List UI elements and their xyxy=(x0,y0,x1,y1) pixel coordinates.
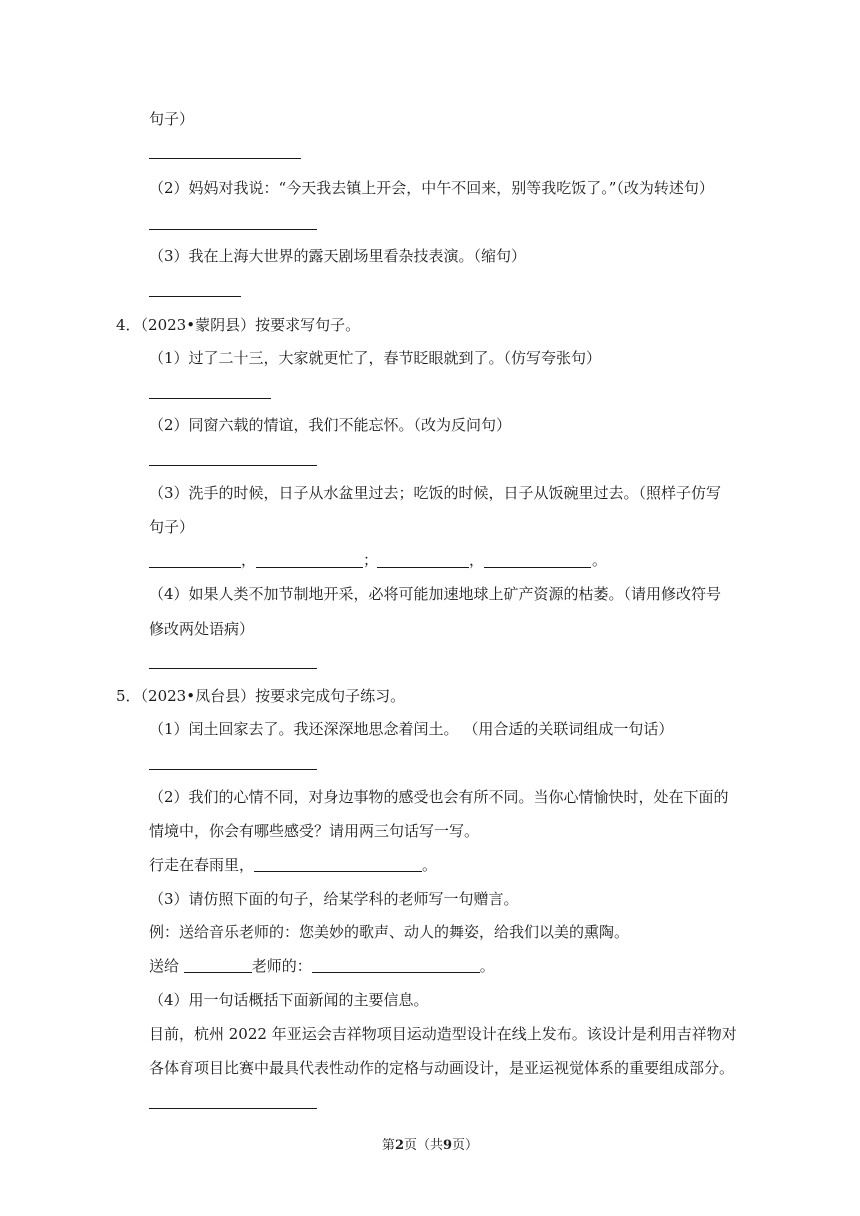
answer-blank xyxy=(184,956,252,973)
answer-blank xyxy=(256,567,363,568)
page-number: 2 xyxy=(394,1138,404,1153)
text-line: 情境中，你会有哪些感受？请用两三句话写一写。 xyxy=(149,822,480,840)
punctuation: 。 xyxy=(422,856,438,874)
question-heading: 5．（2023•凤台县）按要求完成句子练习。 xyxy=(116,687,406,705)
punctuation: 。 xyxy=(592,551,608,569)
answer-blank xyxy=(149,229,317,230)
answer-blank xyxy=(149,296,241,297)
answer-blank xyxy=(149,465,317,466)
text-line: （4）如果人类不加节制地开采，必将可能加速地球上矿产资源的枯萎。（请用修改符号 xyxy=(149,585,722,603)
page-footer xyxy=(0,1137,860,1155)
answer-blank xyxy=(149,769,317,770)
text-line xyxy=(149,855,437,875)
footer-text: 页（共 xyxy=(403,1138,443,1153)
text-line: 修改两处语病） xyxy=(149,620,255,638)
punctuation: ， xyxy=(469,551,485,569)
text-line: （4）用一句话概括下面新闻的主要信息。 xyxy=(149,991,429,1009)
text-line: （2）同窗六载的情谊，我们不能忘怀。（改为反问句） xyxy=(149,416,512,434)
question-heading: 4．（2023•蒙阴县）按要求写句子。 xyxy=(116,316,361,334)
text-line: （3）我在上海大世界的露天剧场里看杂技表演。（缩句） xyxy=(149,247,527,265)
answer-blank xyxy=(484,567,591,568)
text-line xyxy=(149,956,495,976)
text-line: （3）请仿照下面的句子，给某学科的老师写一句赠言。 xyxy=(149,890,519,908)
text-line: （1）过了二十三，大家就更忙了，春节眨眼就到了。（仿写夸张句） xyxy=(149,349,602,367)
text-line: （2）我们的心情不同，对身边事物的感受也会有所不同。当你心情愉快时，处在下面的 xyxy=(149,788,729,806)
answer-blank xyxy=(149,1108,317,1109)
answer-blank xyxy=(149,567,241,568)
total-pages: 9 xyxy=(443,1138,453,1153)
answer-blank xyxy=(377,567,469,568)
text-fragment: 老师的： xyxy=(251,957,312,975)
text-line: 例：送给音乐老师的：您美妙的歌声、动人的舞姿，给我们以美的熏陶。 xyxy=(149,923,630,941)
answer-blank xyxy=(312,956,480,973)
text-line: （3）洗手的时候，日子从水盆里过去；吃饭的时候，日子从饭碗里过去。（照样子仿写 xyxy=(149,484,722,502)
text-line: 句子） xyxy=(149,518,195,536)
punctuation: ， xyxy=(241,551,257,569)
text-fragment: 行走在春雨里， xyxy=(149,856,255,874)
text-line: （1）闰土回家去了。我还深深地思念着闰土。 （用合适的关联词组成一句话） xyxy=(149,720,674,738)
punctuation: ； xyxy=(363,551,379,569)
text-line: （2）妈妈对我说：“今天我去镇上开会，中午不回来，别等我吃饭了。”（改为转述句） xyxy=(149,179,714,197)
text-line: 目前，杭州 2022 年亚运会吉祥物项目运动造型设计在线上发布。该设计是利用吉祥物对 xyxy=(149,1025,737,1043)
answer-blank xyxy=(149,398,271,399)
footer-text: 页） xyxy=(452,1138,479,1153)
answer-blank xyxy=(254,855,422,872)
text-line: 句子） xyxy=(149,110,195,128)
answer-blank xyxy=(149,668,317,669)
punctuation: 。 xyxy=(479,957,495,975)
answer-blank xyxy=(149,158,301,159)
text-fragment: 送给 xyxy=(149,957,184,975)
footer-text: 第 xyxy=(381,1138,395,1153)
text-line: 各体育项目比赛中最具代表性动作的定格与动画设计，是亚运视觉体系的重要组成部分。 xyxy=(149,1059,735,1077)
